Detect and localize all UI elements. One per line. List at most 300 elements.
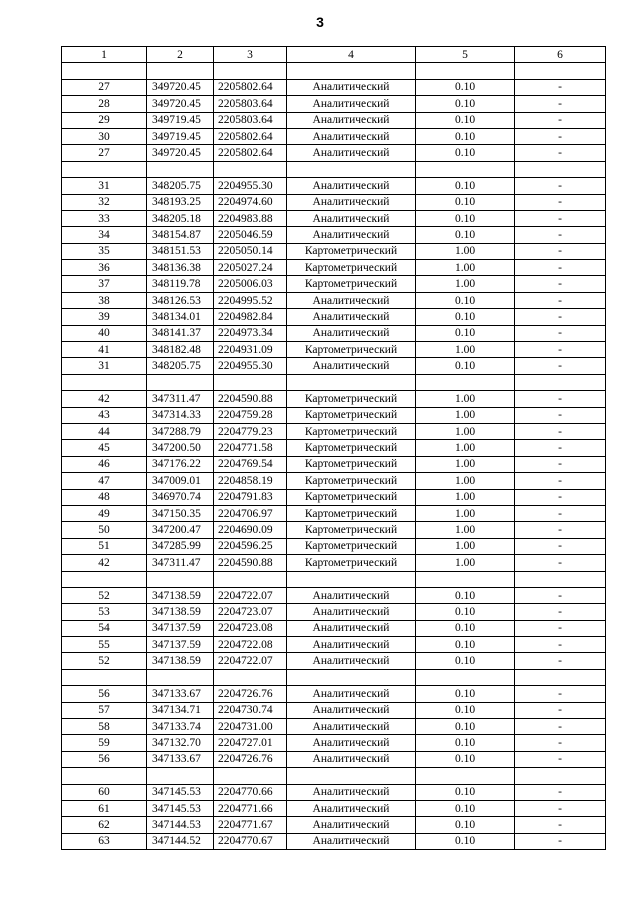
precision-cell: 1.00	[416, 243, 515, 259]
point-number-cell: 27	[62, 145, 147, 161]
point-number-cell: 42	[62, 555, 147, 571]
note-cell	[515, 768, 606, 784]
point-number-cell: 32	[62, 194, 147, 210]
point-number-cell: 57	[62, 702, 147, 718]
coord-y-cell: 2204955.30	[214, 178, 287, 194]
precision-cell	[416, 374, 515, 390]
note-cell: -	[515, 292, 606, 308]
precision-cell: 1.00	[416, 505, 515, 521]
coord-x-cell: 347145.53	[147, 784, 214, 800]
table-row	[62, 243, 606, 259]
precision-cell: 0.10	[416, 358, 515, 374]
coord-x-cell: 346970.74	[147, 489, 214, 505]
table-row	[62, 276, 606, 292]
coord-y-cell: 2205802.64	[214, 79, 287, 95]
coord-y-cell: 2204770.66	[214, 784, 287, 800]
coord-y-cell: 2204771.58	[214, 440, 287, 456]
table-row	[62, 227, 606, 243]
note-cell: -	[515, 227, 606, 243]
note-cell: -	[515, 456, 606, 472]
coord-x-cell: 348193.25	[147, 194, 214, 210]
method-cell: Аналитический	[287, 784, 416, 800]
point-number-cell: 62	[62, 817, 147, 833]
precision-cell: 0.10	[416, 751, 515, 767]
note-cell: -	[515, 473, 606, 489]
method-cell: Аналитический	[287, 735, 416, 751]
point-number-cell: 40	[62, 325, 147, 341]
method-cell	[287, 669, 416, 685]
method-cell: Аналитический	[287, 587, 416, 603]
note-cell: -	[515, 686, 606, 702]
precision-cell: 0.10	[416, 833, 515, 849]
method-cell: Аналитический	[287, 358, 416, 374]
method-cell: Картометрический	[287, 505, 416, 521]
coord-x-cell: 347145.53	[147, 800, 214, 816]
precision-cell: 0.10	[416, 325, 515, 341]
coord-x-cell: 347200.47	[147, 522, 214, 538]
method-cell: Картометрический	[287, 473, 416, 489]
coord-x-cell: 348134.01	[147, 309, 214, 325]
precision-cell: 1.00	[416, 276, 515, 292]
coord-x-cell: 348205.18	[147, 210, 214, 226]
method-cell: Аналитический	[287, 833, 416, 849]
note-cell: -	[515, 112, 606, 128]
precision-cell: 0.10	[416, 620, 515, 636]
table-row	[62, 79, 606, 95]
coord-y-cell: 2204779.23	[214, 423, 287, 439]
table-row	[62, 817, 606, 833]
note-cell: -	[515, 538, 606, 554]
precision-cell: 0.10	[416, 227, 515, 243]
note-cell: -	[515, 735, 606, 751]
point-number-cell: 60	[62, 784, 147, 800]
separator-row	[62, 768, 606, 784]
coord-y-cell: 2204706.97	[214, 505, 287, 521]
method-cell: Аналитический	[287, 653, 416, 669]
note-cell: -	[515, 96, 606, 112]
coord-x-cell: 348205.75	[147, 178, 214, 194]
note-cell: -	[515, 391, 606, 407]
precision-cell: 0.10	[416, 112, 515, 128]
coord-y-cell: 2204731.00	[214, 719, 287, 735]
coord-x-cell: 347200.50	[147, 440, 214, 456]
point-number-cell: 28	[62, 96, 147, 112]
table-row	[62, 555, 606, 571]
table-row	[62, 96, 606, 112]
coord-x-cell: 349719.45	[147, 128, 214, 144]
coord-x-cell: 347150.35	[147, 505, 214, 521]
coord-x-cell: 349720.45	[147, 145, 214, 161]
note-cell: -	[515, 128, 606, 144]
table-row	[62, 292, 606, 308]
precision-cell: 0.10	[416, 719, 515, 735]
point-number-cell: 37	[62, 276, 147, 292]
note-cell	[515, 63, 606, 79]
note-cell: -	[515, 817, 606, 833]
table-row	[62, 702, 606, 718]
coord-y-cell: 2205006.03	[214, 276, 287, 292]
precision-cell: 0.10	[416, 784, 515, 800]
coordinates-table	[61, 46, 606, 850]
note-cell: -	[515, 178, 606, 194]
note-cell: -	[515, 325, 606, 341]
table-row	[62, 719, 606, 735]
coord-y-cell	[214, 768, 287, 784]
coord-x-cell: 347311.47	[147, 555, 214, 571]
table-row	[62, 637, 606, 653]
coord-x-cell: 347133.74	[147, 719, 214, 735]
method-cell: Картометрический	[287, 538, 416, 554]
method-cell: Аналитический	[287, 325, 416, 341]
method-cell: Аналитический	[287, 686, 416, 702]
table-row	[62, 309, 606, 325]
header-cell: 1	[62, 47, 147, 63]
coord-y-cell: 2205046.59	[214, 227, 287, 243]
method-cell: Картометрический	[287, 522, 416, 538]
coord-x-cell: 347133.67	[147, 686, 214, 702]
precision-cell	[416, 161, 515, 177]
table-row	[62, 653, 606, 669]
note-cell: -	[515, 800, 606, 816]
precision-cell: 1.00	[416, 522, 515, 538]
method-cell: Аналитический	[287, 128, 416, 144]
table-row	[62, 473, 606, 489]
method-cell: Картометрический	[287, 456, 416, 472]
coord-y-cell: 2205050.14	[214, 243, 287, 259]
header-cell: 4	[287, 47, 416, 63]
coord-x-cell: 347132.70	[147, 735, 214, 751]
table-row	[62, 325, 606, 341]
note-cell: -	[515, 784, 606, 800]
coord-y-cell: 2205803.64	[214, 96, 287, 112]
coord-x-cell: 348154.87	[147, 227, 214, 243]
header-cell: 6	[515, 47, 606, 63]
point-number-cell	[62, 161, 147, 177]
precision-cell	[416, 571, 515, 587]
table-row	[62, 260, 606, 276]
method-cell: Картометрический	[287, 276, 416, 292]
coord-x-cell: 347134.71	[147, 702, 214, 718]
table-row	[62, 210, 606, 226]
coord-x-cell: 347285.99	[147, 538, 214, 554]
coord-y-cell	[214, 669, 287, 685]
point-number-cell: 38	[62, 292, 147, 308]
note-cell: -	[515, 653, 606, 669]
note-cell	[515, 571, 606, 587]
method-cell: Аналитический	[287, 637, 416, 653]
precision-cell: 1.00	[416, 407, 515, 423]
method-cell: Картометрический	[287, 423, 416, 439]
note-cell: -	[515, 423, 606, 439]
coord-x-cell: 347144.53	[147, 817, 214, 833]
note-cell: -	[515, 620, 606, 636]
coord-y-cell: 2204771.67	[214, 817, 287, 833]
coord-y-cell	[214, 571, 287, 587]
point-number-cell: 41	[62, 342, 147, 358]
precision-cell: 0.10	[416, 735, 515, 751]
coord-y-cell: 2205803.64	[214, 112, 287, 128]
note-cell: -	[515, 358, 606, 374]
table-row	[62, 833, 606, 849]
table-body	[62, 63, 606, 850]
coord-x-cell	[147, 571, 214, 587]
note-cell	[515, 374, 606, 390]
precision-cell: 0.10	[416, 128, 515, 144]
point-number-cell: 29	[62, 112, 147, 128]
precision-cell: 0.10	[416, 210, 515, 226]
coord-y-cell: 2204769.54	[214, 456, 287, 472]
note-cell: -	[515, 342, 606, 358]
point-number-cell: 52	[62, 653, 147, 669]
table-row	[62, 587, 606, 603]
note-cell: -	[515, 309, 606, 325]
method-cell: Аналитический	[287, 719, 416, 735]
coord-x-cell: 349720.45	[147, 96, 214, 112]
method-cell	[287, 571, 416, 587]
table-row	[62, 178, 606, 194]
precision-cell: 0.10	[416, 653, 515, 669]
point-number-cell: 39	[62, 309, 147, 325]
table-row	[62, 620, 606, 636]
note-cell: -	[515, 145, 606, 161]
precision-cell: 1.00	[416, 489, 515, 505]
method-cell: Картометрический	[287, 440, 416, 456]
coord-y-cell: 2204596.25	[214, 538, 287, 554]
table-row	[62, 342, 606, 358]
point-number-cell	[62, 374, 147, 390]
coord-x-cell: 349720.45	[147, 79, 214, 95]
coord-x-cell: 349719.45	[147, 112, 214, 128]
method-cell: Аналитический	[287, 145, 416, 161]
precision-cell: 0.10	[416, 604, 515, 620]
coord-y-cell: 2204771.66	[214, 800, 287, 816]
coord-y-cell: 2205802.64	[214, 145, 287, 161]
point-number-cell: 48	[62, 489, 147, 505]
table-row	[62, 128, 606, 144]
separator-row	[62, 669, 606, 685]
page-number: 3	[316, 14, 324, 30]
coord-x-cell: 347138.59	[147, 587, 214, 603]
point-number-cell: 51	[62, 538, 147, 554]
precision-cell: 0.10	[416, 637, 515, 653]
coord-y-cell	[214, 63, 287, 79]
coord-x-cell	[147, 63, 214, 79]
coord-x-cell: 348119.78	[147, 276, 214, 292]
method-cell: Картометрический	[287, 243, 416, 259]
note-cell: -	[515, 505, 606, 521]
note-cell: -	[515, 440, 606, 456]
coord-x-cell	[147, 669, 214, 685]
coord-y-cell: 2204690.09	[214, 522, 287, 538]
table-row	[62, 686, 606, 702]
separator-row	[62, 161, 606, 177]
separator-row	[62, 571, 606, 587]
point-number-cell: 47	[62, 473, 147, 489]
note-cell: -	[515, 276, 606, 292]
point-number-cell: 30	[62, 128, 147, 144]
note-cell: -	[515, 587, 606, 603]
coord-y-cell: 2204982.84	[214, 309, 287, 325]
precision-cell: 0.10	[416, 686, 515, 702]
table-row	[62, 456, 606, 472]
coord-x-cell: 348136.38	[147, 260, 214, 276]
coord-x-cell: 347311.47	[147, 391, 214, 407]
precision-cell: 1.00	[416, 456, 515, 472]
point-number-cell: 43	[62, 407, 147, 423]
precision-cell: 1.00	[416, 473, 515, 489]
coord-x-cell: 347314.33	[147, 407, 214, 423]
table-row	[62, 538, 606, 554]
coord-y-cell: 2204858.19	[214, 473, 287, 489]
coord-y-cell: 2204590.88	[214, 391, 287, 407]
table-row	[62, 489, 606, 505]
point-number-cell	[62, 669, 147, 685]
coord-x-cell: 347144.52	[147, 833, 214, 849]
note-cell: -	[515, 702, 606, 718]
coord-x-cell	[147, 768, 214, 784]
header-row	[62, 47, 606, 63]
table-row	[62, 751, 606, 767]
precision-cell: 0.10	[416, 178, 515, 194]
method-cell: Картометрический	[287, 489, 416, 505]
precision-cell: 1.00	[416, 440, 515, 456]
point-number-cell: 45	[62, 440, 147, 456]
method-cell: Аналитический	[287, 604, 416, 620]
coord-x-cell: 348182.48	[147, 342, 214, 358]
precision-cell: 1.00	[416, 423, 515, 439]
method-cell: Аналитический	[287, 96, 416, 112]
point-number-cell: 42	[62, 391, 147, 407]
point-number-cell: 31	[62, 358, 147, 374]
precision-cell: 0.10	[416, 194, 515, 210]
precision-cell: 0.10	[416, 79, 515, 95]
precision-cell: 0.10	[416, 702, 515, 718]
precision-cell: 0.10	[416, 96, 515, 112]
coord-x-cell	[147, 161, 214, 177]
note-cell: -	[515, 555, 606, 571]
note-cell: -	[515, 194, 606, 210]
table-row	[62, 145, 606, 161]
method-cell	[287, 161, 416, 177]
coord-x-cell: 347137.59	[147, 637, 214, 653]
note-cell: -	[515, 751, 606, 767]
coord-x-cell: 347138.59	[147, 653, 214, 669]
method-cell: Картометрический	[287, 260, 416, 276]
point-number-cell	[62, 63, 147, 79]
method-cell: Картометрический	[287, 555, 416, 571]
coord-y-cell: 2204770.67	[214, 833, 287, 849]
point-number-cell: 49	[62, 505, 147, 521]
separator-row	[62, 63, 606, 79]
point-number-cell: 55	[62, 637, 147, 653]
point-number-cell: 59	[62, 735, 147, 751]
precision-cell: 1.00	[416, 538, 515, 554]
coord-x-cell: 348151.53	[147, 243, 214, 259]
point-number-cell: 36	[62, 260, 147, 276]
point-number-cell	[62, 571, 147, 587]
coord-y-cell: 2204973.34	[214, 325, 287, 341]
point-number-cell: 52	[62, 587, 147, 603]
note-cell: -	[515, 604, 606, 620]
note-cell	[515, 669, 606, 685]
coord-x-cell: 348141.37	[147, 325, 214, 341]
table-row	[62, 784, 606, 800]
coord-y-cell: 2204727.01	[214, 735, 287, 751]
point-number-cell: 61	[62, 800, 147, 816]
method-cell	[287, 63, 416, 79]
note-cell: -	[515, 407, 606, 423]
table-row	[62, 391, 606, 407]
point-number-cell: 27	[62, 79, 147, 95]
header-cell: 3	[214, 47, 287, 63]
table-row	[62, 604, 606, 620]
coord-y-cell: 2204722.07	[214, 587, 287, 603]
coord-x-cell: 348126.53	[147, 292, 214, 308]
coord-y-cell: 2204590.88	[214, 555, 287, 571]
coord-y-cell: 2204723.08	[214, 620, 287, 636]
precision-cell: 0.10	[416, 817, 515, 833]
coord-y-cell: 2204722.07	[214, 653, 287, 669]
method-cell: Аналитический	[287, 292, 416, 308]
precision-cell: 1.00	[416, 342, 515, 358]
coord-y-cell: 2204931.09	[214, 342, 287, 358]
coord-x-cell: 347009.01	[147, 473, 214, 489]
note-cell: -	[515, 522, 606, 538]
point-number-cell: 35	[62, 243, 147, 259]
point-number-cell: 56	[62, 686, 147, 702]
coord-y-cell: 2204791.83	[214, 489, 287, 505]
table-row	[62, 407, 606, 423]
table-row	[62, 423, 606, 439]
point-number-cell: 50	[62, 522, 147, 538]
table-row	[62, 505, 606, 521]
method-cell: Аналитический	[287, 620, 416, 636]
precision-cell	[416, 63, 515, 79]
method-cell: Аналитический	[287, 702, 416, 718]
note-cell: -	[515, 79, 606, 95]
method-cell: Аналитический	[287, 817, 416, 833]
method-cell: Аналитический	[287, 751, 416, 767]
method-cell: Аналитический	[287, 227, 416, 243]
method-cell: Картометрический	[287, 342, 416, 358]
method-cell: Аналитический	[287, 112, 416, 128]
table-row	[62, 358, 606, 374]
note-cell: -	[515, 719, 606, 735]
method-cell: Картометрический	[287, 391, 416, 407]
coord-y-cell: 2204726.76	[214, 751, 287, 767]
coord-y-cell: 2204759.28	[214, 407, 287, 423]
precision-cell: 1.00	[416, 555, 515, 571]
point-number-cell: 34	[62, 227, 147, 243]
coord-y-cell: 2204726.76	[214, 686, 287, 702]
precision-cell: 0.10	[416, 800, 515, 816]
precision-cell: 1.00	[416, 260, 515, 276]
coord-y-cell: 2204995.52	[214, 292, 287, 308]
point-number-cell: 63	[62, 833, 147, 849]
precision-cell	[416, 768, 515, 784]
coord-y-cell	[214, 161, 287, 177]
point-number-cell: 44	[62, 423, 147, 439]
separator-row	[62, 374, 606, 390]
point-number-cell: 31	[62, 178, 147, 194]
note-cell: -	[515, 210, 606, 226]
note-cell: -	[515, 489, 606, 505]
coord-x-cell: 348205.75	[147, 358, 214, 374]
table-row	[62, 800, 606, 816]
header-cell: 2	[147, 47, 214, 63]
point-number-cell: 33	[62, 210, 147, 226]
coord-x-cell	[147, 374, 214, 390]
